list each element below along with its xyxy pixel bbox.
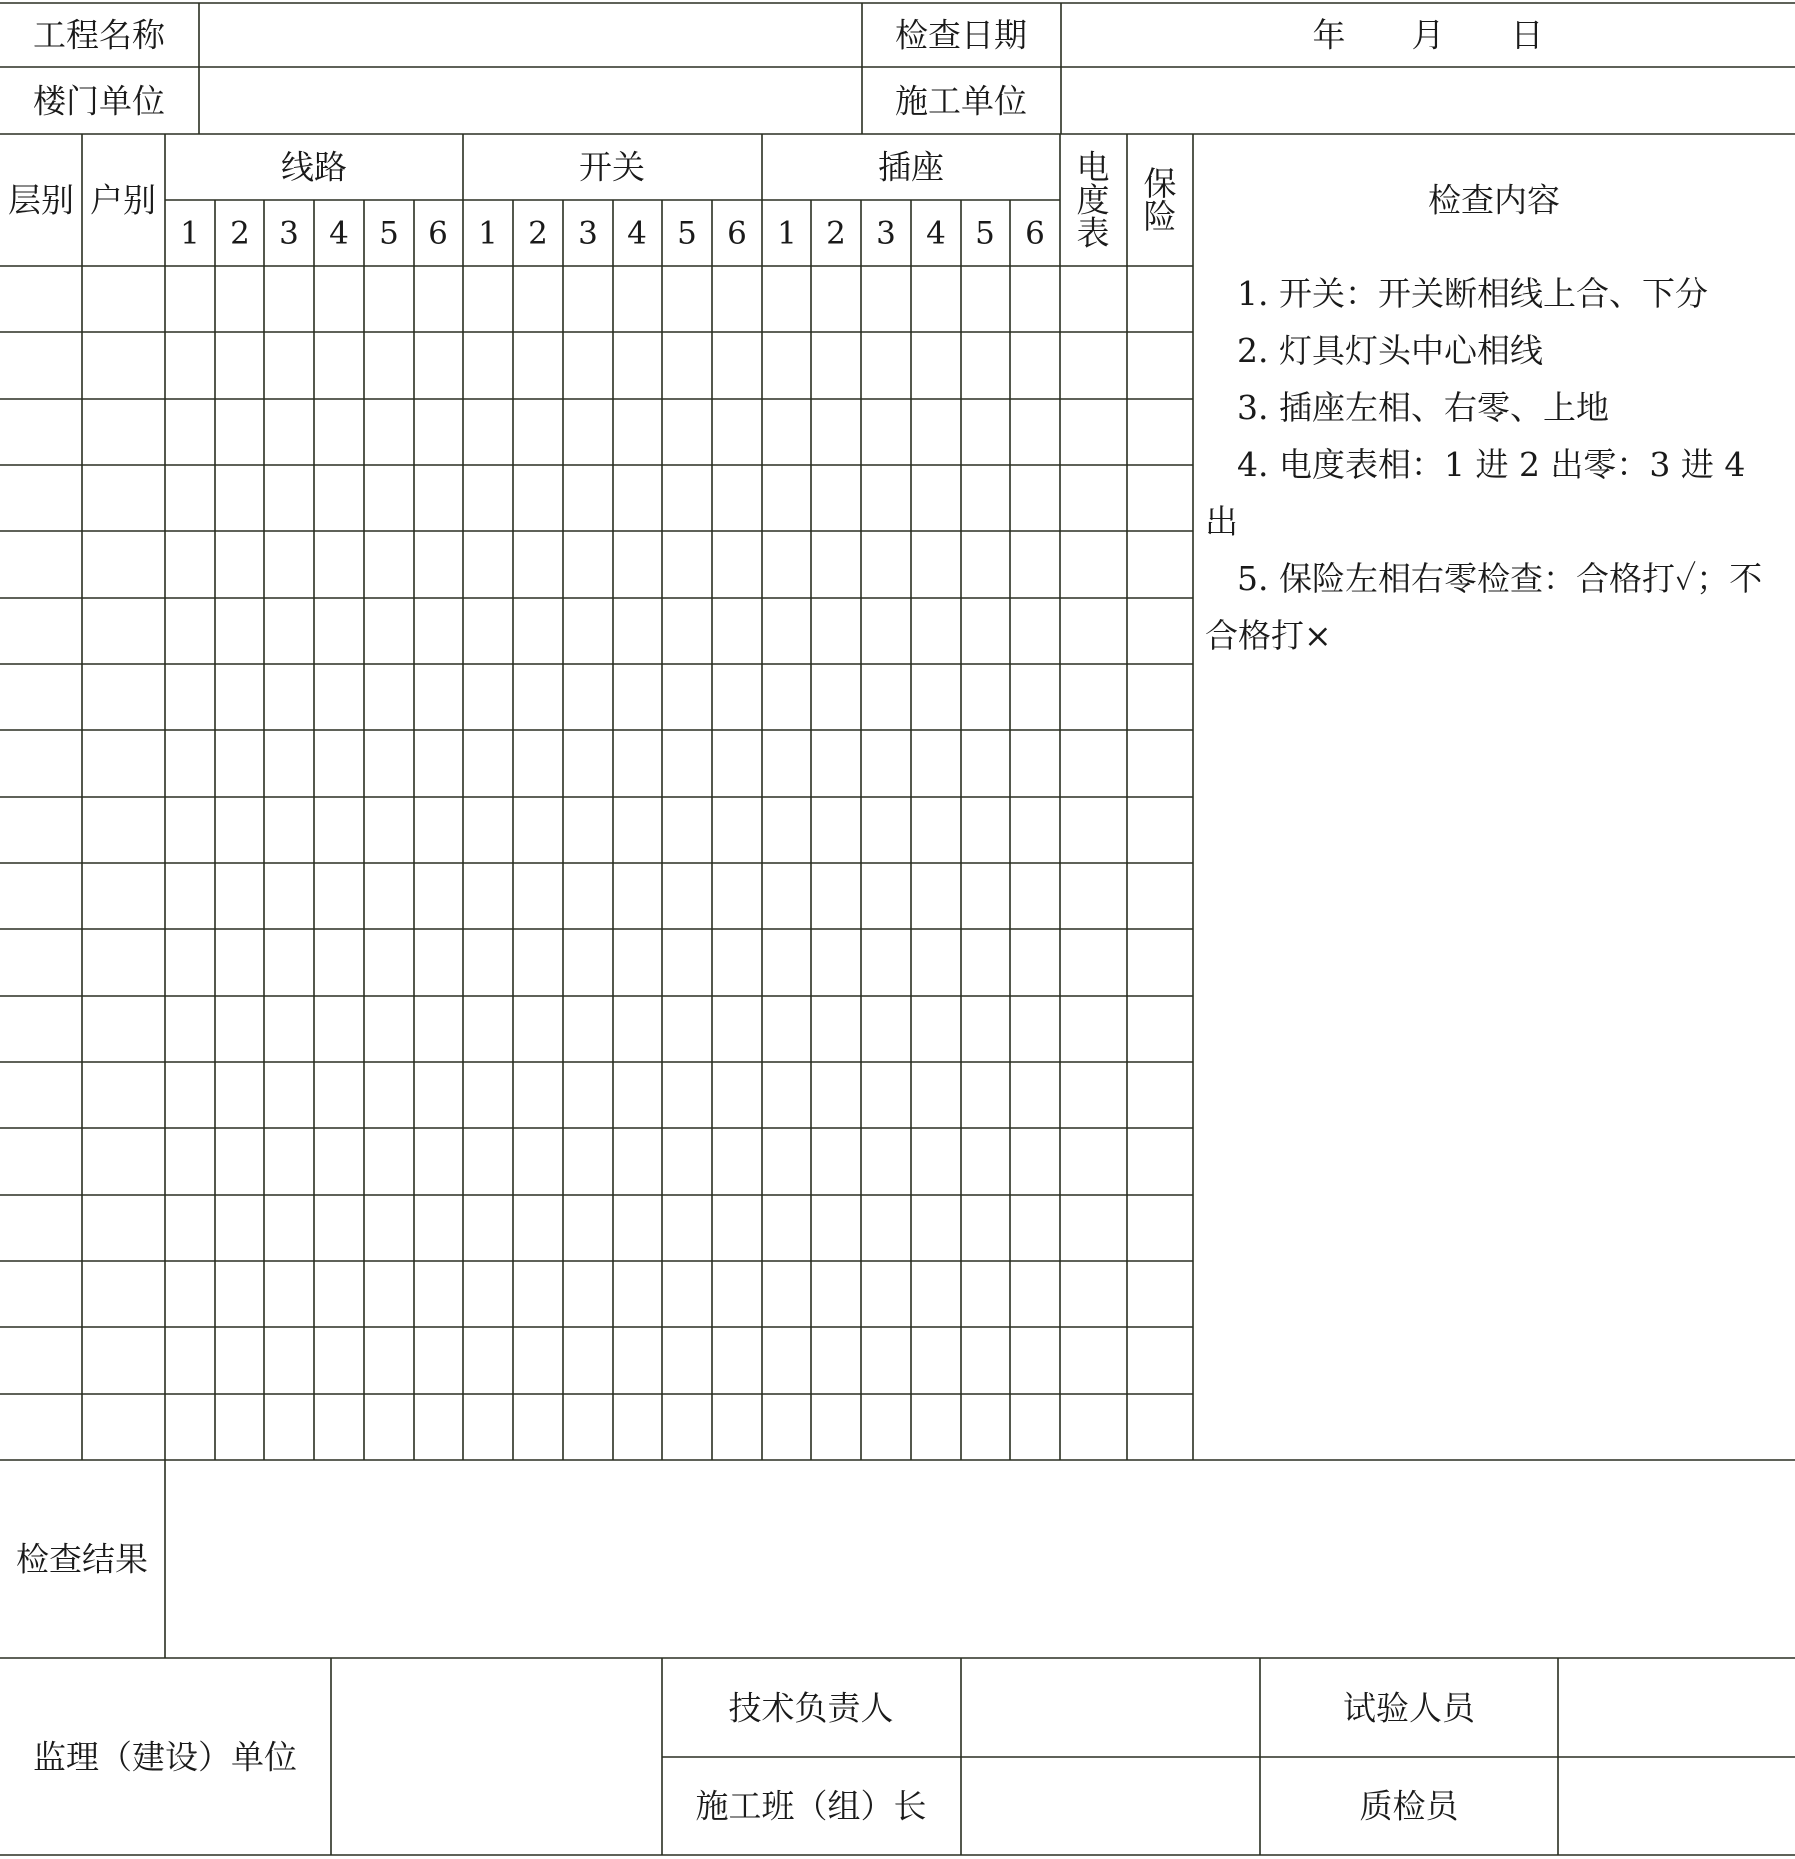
switch-number-6: 6 [727, 215, 747, 252]
instruction-item: 1. 开关：开关断相线上合、下分 [1237, 274, 1708, 313]
meter-header: 电度表 [1076, 147, 1110, 253]
circuit-number-1: 1 [180, 215, 200, 252]
check-result-label: 检查结果 [16, 1539, 148, 1579]
building-unit-label: 楼门单位 [33, 81, 165, 121]
socket-number-4: 4 [926, 215, 946, 252]
project-name-label: 工程名称 [33, 15, 165, 55]
switch-header: 开关 [579, 147, 645, 187]
switch-number-3: 3 [578, 215, 598, 252]
circuit-number-2: 2 [230, 215, 250, 252]
instruction-item: 5. 保险左相右零检查：合格打✓；不合格打× [1205, 559, 1763, 655]
floor-header: 层别 [8, 180, 74, 220]
switch-number-4: 4 [627, 215, 647, 252]
inspector-label: 质检员 [1359, 1786, 1459, 1826]
fuse-header: 保险 [1143, 164, 1177, 236]
socket-number-2: 2 [826, 215, 846, 252]
circuit-number-5: 5 [379, 215, 399, 252]
supervision-unit-label: 监理（建设）单位 [33, 1737, 297, 1777]
socket-header: 插座 [878, 147, 944, 187]
socket-number-6: 6 [1025, 215, 1045, 252]
switch-number-2: 2 [528, 215, 548, 252]
circuit-header: 线路 [281, 147, 347, 187]
socket-number-5: 5 [975, 215, 995, 252]
data-row-lines [0, 332, 1193, 1394]
tester-label: 试验人员 [1343, 1688, 1475, 1728]
check-date-label: 检查日期 [895, 15, 1027, 55]
socket-number-3: 3 [876, 215, 896, 252]
tech-lead-label: 技术负责人 [728, 1688, 894, 1728]
instruction-item: 4. 电度表相：1 进 2 出零：3 进 4 出 [1205, 445, 1746, 541]
check-content-header: 检查内容 [1428, 180, 1560, 220]
instruction-item: 2. 灯具灯头中心相线 [1237, 331, 1543, 370]
team-leader-label: 施工班（组）长 [695, 1786, 927, 1826]
circuit-number-6: 6 [428, 215, 448, 252]
switch-number-5: 5 [677, 215, 697, 252]
socket-number-1: 1 [777, 215, 797, 252]
circuit-number-3: 3 [279, 215, 299, 252]
construction-unit-label: 施工单位 [895, 81, 1027, 121]
switch-number-1: 1 [478, 215, 498, 252]
check-content-instructions [1205, 265, 1785, 664]
circuit-number-4: 4 [329, 215, 349, 252]
date-placeholder: 年 月 日 [1312, 15, 1544, 55]
sub-column-lines [215, 200, 1010, 1460]
household-header: 户别 [90, 180, 156, 220]
instruction-item: 3. 插座左相、右零、上地 [1237, 388, 1609, 427]
